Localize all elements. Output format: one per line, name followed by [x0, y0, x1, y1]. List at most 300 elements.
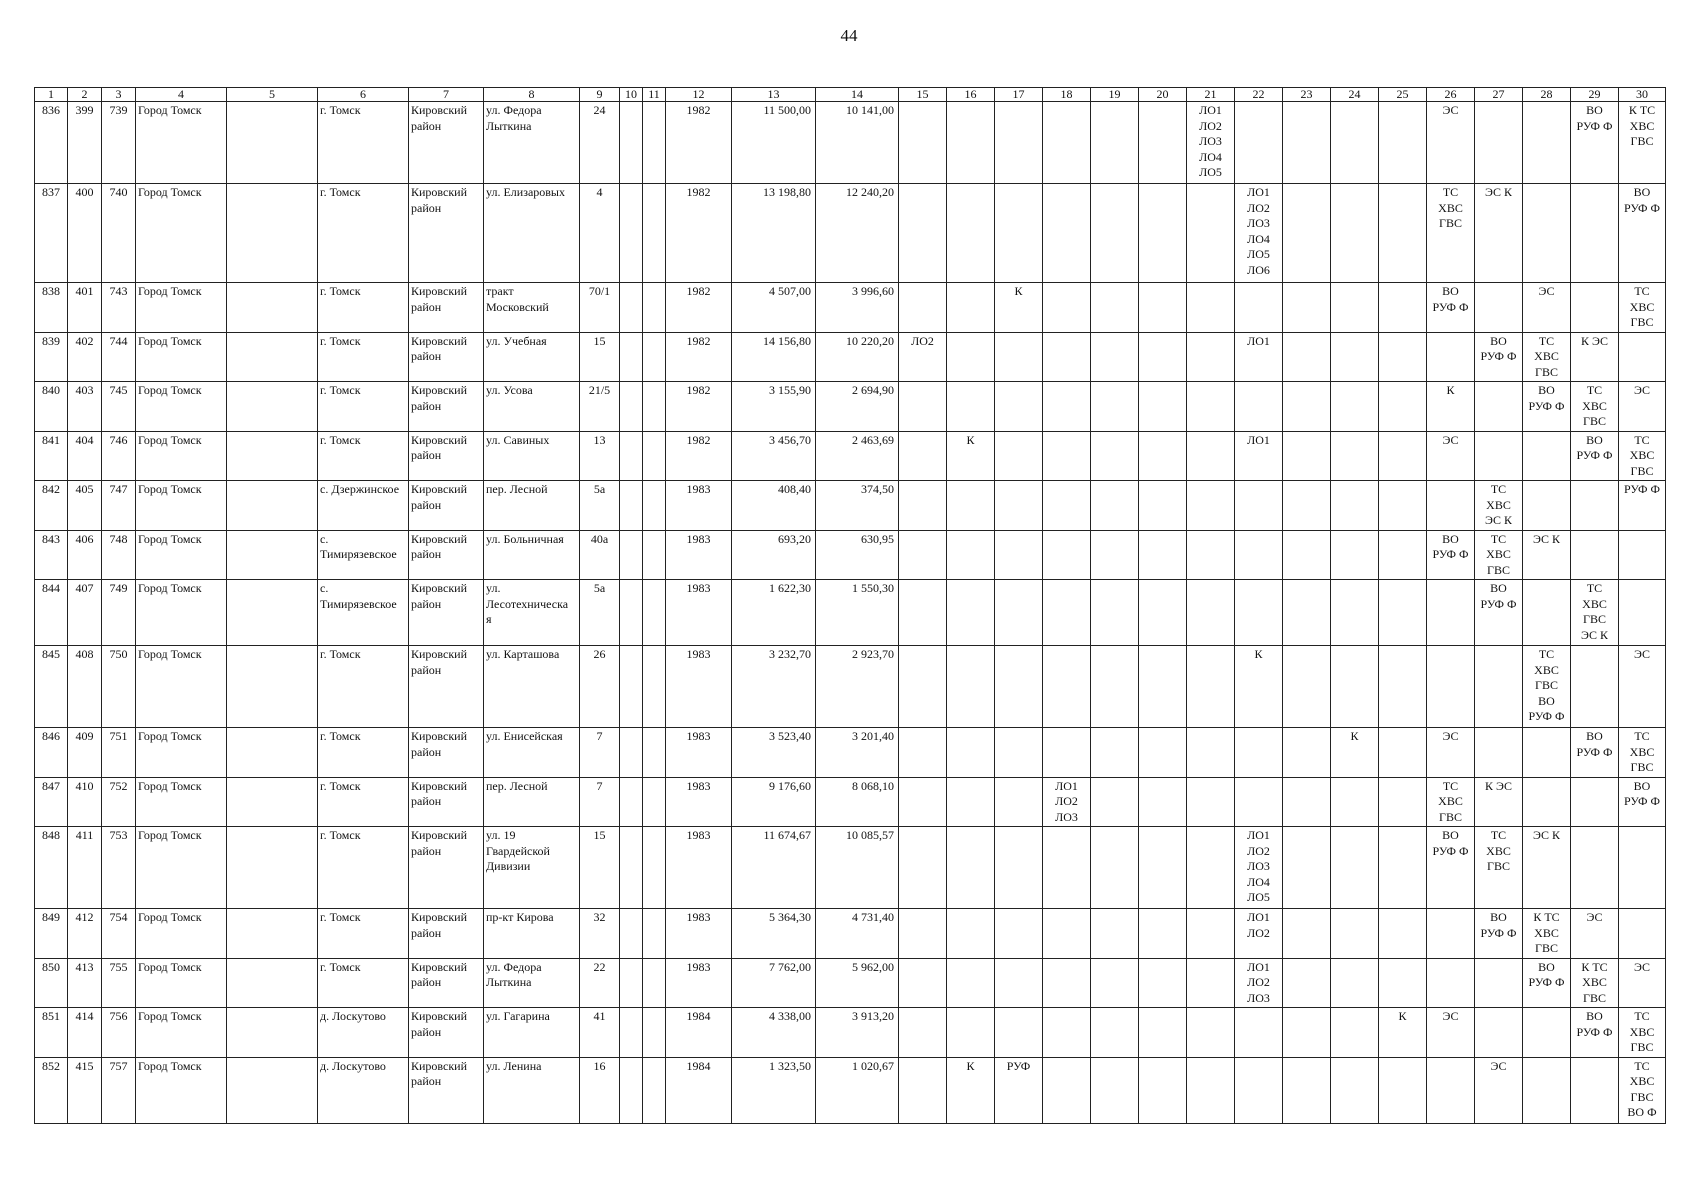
table-cell — [1187, 777, 1235, 827]
table-cell — [899, 382, 947, 432]
table-cell: 1983 — [666, 646, 732, 728]
table-cell: 414 — [68, 1008, 102, 1058]
table-cell — [1523, 777, 1571, 827]
table-cell — [1091, 1008, 1139, 1058]
table-cell: 846 — [35, 728, 68, 778]
table-cell — [1283, 728, 1331, 778]
table-cell — [1427, 1057, 1475, 1123]
table-cell — [227, 332, 318, 382]
table-cell: 407 — [68, 580, 102, 646]
table-cell — [1091, 827, 1139, 909]
table-cell — [1283, 958, 1331, 1008]
table-cell: ВО РУФ Ф — [1475, 909, 1523, 959]
table-cell — [620, 646, 643, 728]
table-cell — [1571, 184, 1619, 283]
table-cell — [643, 283, 666, 333]
table-cell — [1187, 909, 1235, 959]
table-cell: 1 323,50 — [732, 1057, 816, 1123]
table-cell — [1379, 102, 1427, 184]
table-cell: ЭС К — [1475, 184, 1523, 283]
table-cell: г. Томск — [318, 909, 409, 959]
table-cell — [899, 728, 947, 778]
table-cell — [947, 728, 995, 778]
table-row — [35, 958, 1666, 1008]
table-cell — [1139, 530, 1187, 580]
table-cell — [1235, 728, 1283, 778]
table-cell: 7 762,00 — [732, 958, 816, 1008]
table-cell: 757 — [102, 1057, 136, 1123]
table-cell: ЭС — [1571, 909, 1619, 959]
table-cell — [1619, 332, 1666, 382]
table-cell — [1427, 481, 1475, 531]
table-cell: ВО РУФ Ф — [1427, 530, 1475, 580]
table-cell: К ТС ХВС ГВС — [1523, 909, 1571, 959]
table-cell — [1139, 382, 1187, 432]
table-row — [35, 431, 1666, 481]
table-cell: ЛО1 ЛО2 ЛО3 ЛО4 ЛО5 ЛО6 — [1235, 184, 1283, 283]
table-cell: ВО РУФ Ф — [1523, 382, 1571, 432]
table-cell — [1475, 728, 1523, 778]
table-cell — [1043, 184, 1091, 283]
table-cell — [1091, 646, 1139, 728]
table-cell — [1283, 580, 1331, 646]
table-cell — [947, 102, 995, 184]
table-cell: РУФ Ф — [1619, 481, 1666, 531]
table-cell — [899, 1057, 947, 1123]
table-cell — [947, 283, 995, 333]
table-cell: 10 220,20 — [816, 332, 899, 382]
table-cell: ТС ХВС ГВС — [1427, 184, 1475, 283]
table-cell: Кировский район — [409, 958, 484, 1008]
table-cell: ВО РУФ Ф — [1571, 102, 1619, 184]
table-cell: Город Томск — [136, 283, 227, 333]
table-cell: ТС ХВС ГВС — [1619, 283, 1666, 333]
table-cell — [1523, 102, 1571, 184]
table-cell — [643, 102, 666, 184]
table-cell — [1235, 530, 1283, 580]
table-cell: ул. Савиных — [484, 431, 580, 481]
table-cell: Город Томск — [136, 827, 227, 909]
table-cell: К ТС ХВС ГВС — [1571, 958, 1619, 1008]
table-cell: Кировский район — [409, 431, 484, 481]
table-cell — [1283, 431, 1331, 481]
table-cell — [1571, 481, 1619, 531]
table-cell — [1379, 530, 1427, 580]
table-cell: Кировский район — [409, 580, 484, 646]
table-cell: 842 — [35, 481, 68, 531]
table-cell: ул. Федора Лыткина — [484, 102, 580, 184]
table-cell: ул. Гагарина — [484, 1008, 580, 1058]
table-cell — [227, 382, 318, 432]
registry-table — [34, 87, 1666, 1124]
column-header: 25 — [1379, 88, 1427, 102]
table-cell: 843 — [35, 530, 68, 580]
table-cell: 748 — [102, 530, 136, 580]
table-cell — [899, 958, 947, 1008]
table-cell: 836 — [35, 102, 68, 184]
table-cell: д. Лоскутово — [318, 1057, 409, 1123]
table-cell — [1571, 777, 1619, 827]
table-cell — [1571, 283, 1619, 333]
table-cell — [899, 827, 947, 909]
column-header: 19 — [1091, 88, 1139, 102]
table-row — [35, 909, 1666, 959]
table-cell: 745 — [102, 382, 136, 432]
table-cell: Кировский район — [409, 283, 484, 333]
table-cell: 2 694,90 — [816, 382, 899, 432]
table-cell — [1283, 777, 1331, 827]
table-cell — [1043, 530, 1091, 580]
table-cell: Город Томск — [136, 184, 227, 283]
table-cell — [899, 646, 947, 728]
table-cell: 1983 — [666, 958, 732, 1008]
table-cell: 412 — [68, 909, 102, 959]
table-cell: 3 456,70 — [732, 431, 816, 481]
table-cell: 837 — [35, 184, 68, 283]
table-cell — [1139, 728, 1187, 778]
table-cell: Город Томск — [136, 728, 227, 778]
table-cell: 1982 — [666, 382, 732, 432]
table-cell: 3 155,90 — [732, 382, 816, 432]
column-header: 8 — [484, 88, 580, 102]
table-cell: ул. Елизаровых — [484, 184, 580, 283]
table-cell: 851 — [35, 1008, 68, 1058]
table-cell: 756 — [102, 1008, 136, 1058]
table-cell — [947, 1008, 995, 1058]
table-cell: Город Томск — [136, 332, 227, 382]
table-cell — [1283, 102, 1331, 184]
table-cell — [1091, 728, 1139, 778]
page-number: 44 — [840, 26, 858, 45]
table-cell — [1043, 283, 1091, 333]
table-row — [35, 728, 1666, 778]
table-cell: 1982 — [666, 431, 732, 481]
table-cell: К — [947, 431, 995, 481]
table-cell: ВО РУФ Ф — [1619, 184, 1666, 283]
table-cell — [1331, 827, 1379, 909]
table-cell: ТС ХВС ЭС К — [1475, 481, 1523, 531]
table-cell: ВО РУФ Ф — [1475, 580, 1523, 646]
table-cell: ЛО1 ЛО2 — [1235, 909, 1283, 959]
table-cell: 743 — [102, 283, 136, 333]
table-cell: 847 — [35, 777, 68, 827]
column-header: 28 — [1523, 88, 1571, 102]
table-cell — [1139, 646, 1187, 728]
table-cell: ТС ХВС ГВС — [1619, 1008, 1666, 1058]
table-cell — [1379, 909, 1427, 959]
column-header: 29 — [1571, 88, 1619, 102]
table-cell: 1984 — [666, 1008, 732, 1058]
table-cell — [1283, 530, 1331, 580]
table-cell — [227, 481, 318, 531]
table-cell: Кировский район — [409, 646, 484, 728]
table-cell: 747 — [102, 481, 136, 531]
table-cell — [1139, 431, 1187, 481]
table-cell: Город Томск — [136, 530, 227, 580]
table-row — [35, 777, 1666, 827]
table-cell — [899, 283, 947, 333]
table-cell: 852 — [35, 1057, 68, 1123]
column-header: 21 — [1187, 88, 1235, 102]
table-cell: 13 — [580, 431, 620, 481]
table-cell — [947, 481, 995, 531]
column-header: 18 — [1043, 88, 1091, 102]
table-cell — [899, 909, 947, 959]
table-cell — [1427, 958, 1475, 1008]
table-cell: Город Томск — [136, 909, 227, 959]
table-cell — [1091, 777, 1139, 827]
table-cell: 14 156,80 — [732, 332, 816, 382]
table-cell — [1379, 184, 1427, 283]
table-cell: 750 — [102, 646, 136, 728]
table-cell — [1091, 184, 1139, 283]
table-cell: 399 — [68, 102, 102, 184]
table-cell — [1283, 332, 1331, 382]
table-row — [35, 184, 1666, 283]
table-cell: 405 — [68, 481, 102, 531]
table-cell — [947, 382, 995, 432]
table-cell — [620, 431, 643, 481]
table-cell — [1139, 909, 1187, 959]
table-cell — [947, 827, 995, 909]
table-cell: ТС ХВС ГВС — [1475, 827, 1523, 909]
table-cell — [1523, 481, 1571, 531]
table-cell: 841 — [35, 431, 68, 481]
table-cell: г. Томск — [318, 646, 409, 728]
table-cell: 40а — [580, 530, 620, 580]
table-cell — [899, 431, 947, 481]
table-cell — [620, 184, 643, 283]
table-cell — [620, 958, 643, 1008]
column-header: 26 — [1427, 88, 1475, 102]
table-cell: Город Томск — [136, 102, 227, 184]
table-cell: 1982 — [666, 184, 732, 283]
column-header: 13 — [732, 88, 816, 102]
table-cell — [1091, 1057, 1139, 1123]
table-cell — [1379, 958, 1427, 1008]
table-cell: 32 — [580, 909, 620, 959]
table-cell: 838 — [35, 283, 68, 333]
table-cell — [947, 184, 995, 283]
table-cell: 5а — [580, 580, 620, 646]
table-cell — [1571, 1057, 1619, 1123]
table-cell — [995, 777, 1043, 827]
table-cell: ВО РУФ Ф — [1427, 827, 1475, 909]
table-cell — [620, 580, 643, 646]
table-cell — [1283, 827, 1331, 909]
table-cell — [1043, 728, 1091, 778]
table-cell — [1139, 184, 1187, 283]
column-header: 14 — [816, 88, 899, 102]
table-cell — [947, 777, 995, 827]
table-cell: Кировский район — [409, 481, 484, 531]
table-cell — [620, 283, 643, 333]
table-cell: 22 — [580, 958, 620, 1008]
table-cell: ЭС — [1427, 1008, 1475, 1058]
table-cell — [1331, 1008, 1379, 1058]
table-cell — [1523, 431, 1571, 481]
table-cell — [1475, 646, 1523, 728]
table-cell: 11 674,67 — [732, 827, 816, 909]
table-cell — [643, 184, 666, 283]
table-cell: ВО РУФ Ф — [1475, 332, 1523, 382]
table-cell: 406 — [68, 530, 102, 580]
table-cell: Кировский район — [409, 728, 484, 778]
table-cell: РУФ — [995, 1057, 1043, 1123]
table-cell: 7 — [580, 728, 620, 778]
table-cell — [227, 958, 318, 1008]
table-cell: Город Томск — [136, 777, 227, 827]
table-cell — [995, 1008, 1043, 1058]
table-cell — [1331, 481, 1379, 531]
table-cell: 740 — [102, 184, 136, 283]
table-cell: 1 622,30 — [732, 580, 816, 646]
table-cell — [1187, 332, 1235, 382]
table-cell — [1187, 382, 1235, 432]
table-cell: 845 — [35, 646, 68, 728]
table-cell: 400 — [68, 184, 102, 283]
table-cell — [1475, 1008, 1523, 1058]
table-cell: ул. Больничная — [484, 530, 580, 580]
table-cell: Город Томск — [136, 481, 227, 531]
table-cell: ВО РУФ Ф — [1523, 958, 1571, 1008]
table-cell: 11 500,00 — [732, 102, 816, 184]
table-cell: 848 — [35, 827, 68, 909]
table-cell: г. Томск — [318, 102, 409, 184]
table-cell: 1984 — [666, 1057, 732, 1123]
table-cell: 16 — [580, 1057, 620, 1123]
table-cell — [1331, 1057, 1379, 1123]
table-cell — [1091, 580, 1139, 646]
table-row — [35, 646, 1666, 728]
table-cell: ЭС К — [1523, 827, 1571, 909]
table-cell: Кировский район — [409, 1057, 484, 1123]
table-cell — [620, 827, 643, 909]
table-cell: 1 550,30 — [816, 580, 899, 646]
table-cell — [1379, 382, 1427, 432]
table-cell — [1187, 728, 1235, 778]
table-cell: 1982 — [666, 283, 732, 333]
table-cell — [1187, 1008, 1235, 1058]
table-cell — [1283, 646, 1331, 728]
table-cell — [1619, 909, 1666, 959]
table-cell: ВО РУФ Ф — [1427, 283, 1475, 333]
table-cell: 1 020,67 — [816, 1057, 899, 1123]
table-cell: с. Тимирязевское — [318, 530, 409, 580]
table-cell — [643, 481, 666, 531]
table-cell: ЛО1 ЛО2 ЛО3 ЛО4 ЛО5 — [1235, 827, 1283, 909]
table-cell: г. Томск — [318, 777, 409, 827]
table-cell: ЛО1 ЛО2 ЛО3 — [1235, 958, 1283, 1008]
table-cell — [1043, 580, 1091, 646]
table-cell: 10 141,00 — [816, 102, 899, 184]
table-cell: г. Томск — [318, 332, 409, 382]
table-cell — [1331, 382, 1379, 432]
table-cell — [1283, 909, 1331, 959]
table-cell: 3 201,40 — [816, 728, 899, 778]
table-cell: тракт Московский — [484, 283, 580, 333]
table-cell — [1331, 332, 1379, 382]
table-cell: ЛО1 ЛО2 ЛО3 ЛО4 ЛО5 — [1187, 102, 1235, 184]
table-cell: 752 — [102, 777, 136, 827]
table-cell: д. Лоскутово — [318, 1008, 409, 1058]
table-cell — [643, 827, 666, 909]
table-cell — [1043, 481, 1091, 531]
table-cell — [620, 1008, 643, 1058]
table-cell — [620, 102, 643, 184]
table-cell: ЭС — [1427, 102, 1475, 184]
table-cell — [643, 909, 666, 959]
table-cell — [947, 332, 995, 382]
table-cell: ЛО1 ЛО2 ЛО3 — [1043, 777, 1091, 827]
table-cell: 850 — [35, 958, 68, 1008]
table-cell: пер. Лесной — [484, 481, 580, 531]
table-cell — [1331, 102, 1379, 184]
table-cell — [643, 728, 666, 778]
table-cell: 3 996,60 — [816, 283, 899, 333]
table-cell — [1379, 728, 1427, 778]
table-row — [35, 382, 1666, 432]
table-cell — [227, 728, 318, 778]
table-cell — [1427, 332, 1475, 382]
table-cell — [1187, 481, 1235, 531]
column-header: 11 — [643, 88, 666, 102]
table-cell — [995, 958, 1043, 1008]
table-cell: Кировский район — [409, 909, 484, 959]
table-cell: пр-кт Кирова — [484, 909, 580, 959]
table-cell: К — [1379, 1008, 1427, 1058]
table-cell — [1475, 382, 1523, 432]
table-cell — [1043, 332, 1091, 382]
table-cell: Кировский район — [409, 1008, 484, 1058]
table-cell — [899, 184, 947, 283]
table-cell: 409 — [68, 728, 102, 778]
table-cell — [1427, 909, 1475, 959]
table-cell: 840 — [35, 382, 68, 432]
table-cell: К ЭС — [1475, 777, 1523, 827]
table-cell: 751 — [102, 728, 136, 778]
header-row — [35, 88, 1666, 102]
table-cell — [1235, 382, 1283, 432]
table-cell — [620, 909, 643, 959]
table-cell — [643, 332, 666, 382]
table-cell — [1523, 1057, 1571, 1123]
table-cell: 753 — [102, 827, 136, 909]
table-cell — [1331, 184, 1379, 283]
table-cell — [1235, 580, 1283, 646]
table-cell — [1043, 102, 1091, 184]
table-cell — [1619, 827, 1666, 909]
table-cell — [1043, 909, 1091, 959]
table-cell — [1235, 1057, 1283, 1123]
table-cell — [947, 530, 995, 580]
column-header: 3 — [102, 88, 136, 102]
table-cell — [620, 1057, 643, 1123]
table-cell: Город Томск — [136, 1057, 227, 1123]
table-cell — [1379, 332, 1427, 382]
table-cell: ул. Усова — [484, 382, 580, 432]
table-cell — [899, 481, 947, 531]
table-cell — [1235, 1008, 1283, 1058]
table-cell: Кировский район — [409, 827, 484, 909]
table-cell: ул. Енисейская — [484, 728, 580, 778]
table-cell — [1571, 827, 1619, 909]
table-cell: 12 240,20 — [816, 184, 899, 283]
table-cell: ЛО1 — [1235, 332, 1283, 382]
table-cell — [1331, 777, 1379, 827]
table-cell — [947, 958, 995, 1008]
table-cell: Город Томск — [136, 580, 227, 646]
